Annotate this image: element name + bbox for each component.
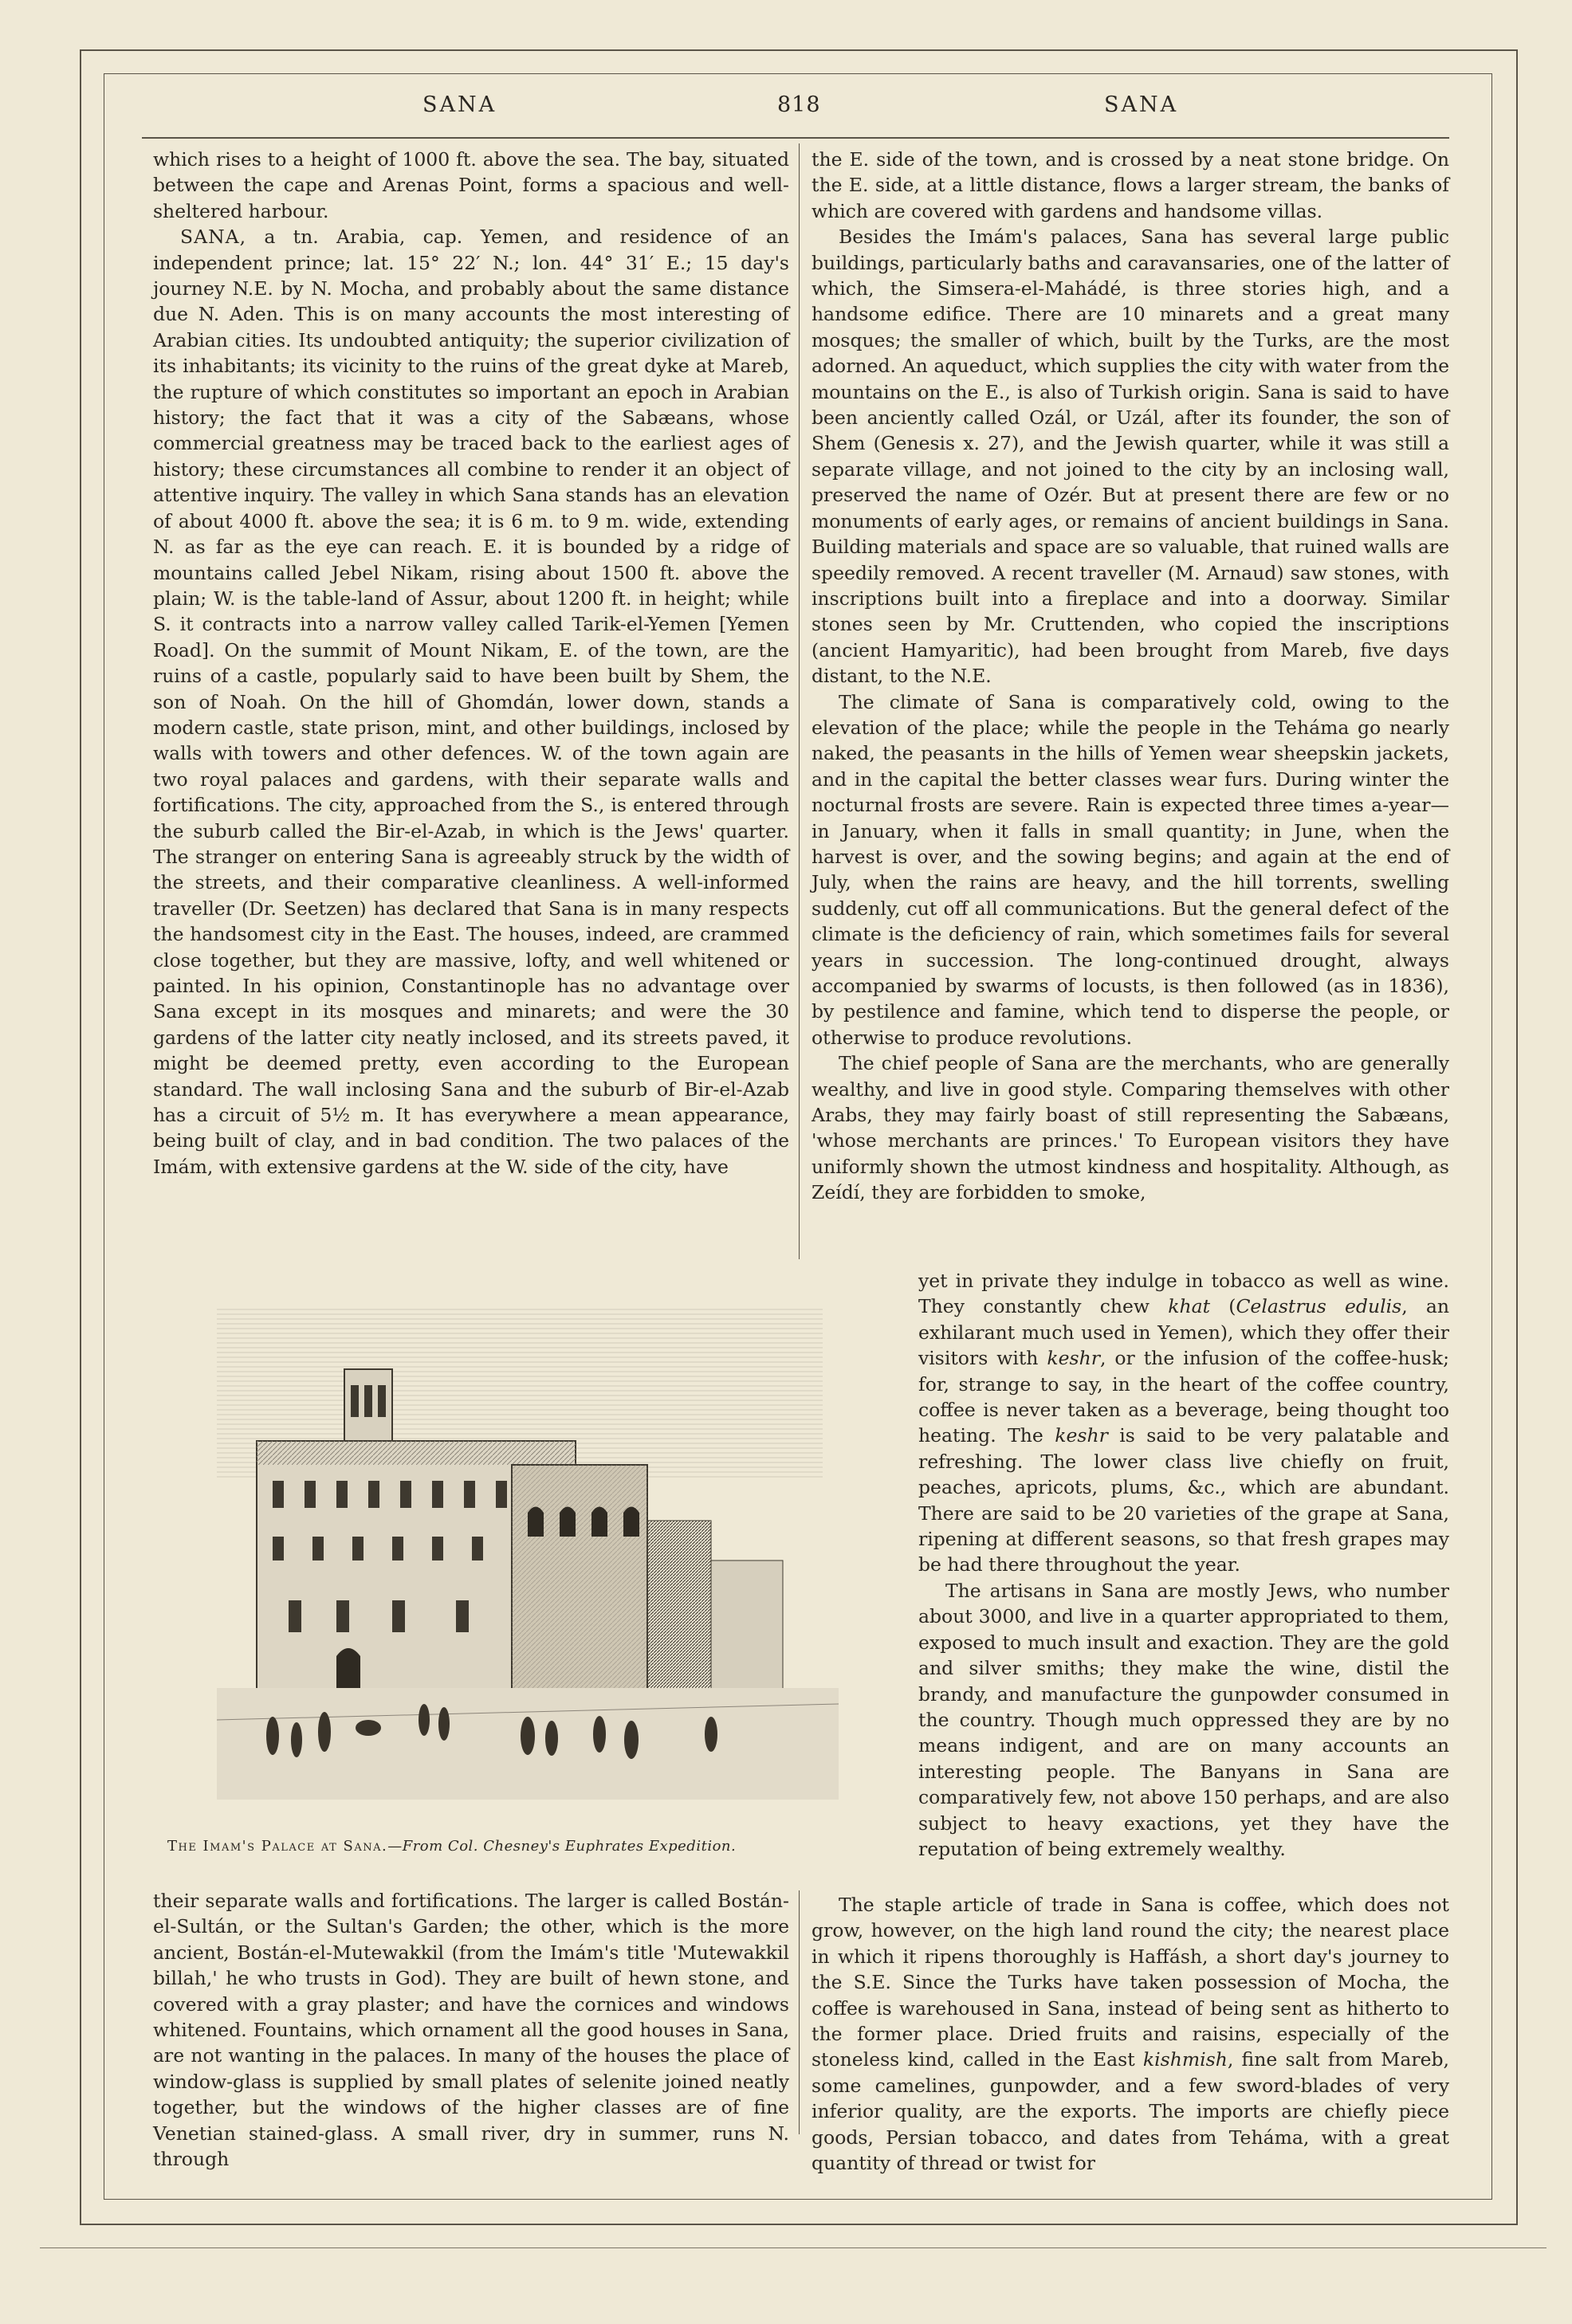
text-run: (	[1210, 1295, 1236, 1318]
text-run: , an exhilarant much used in Yemen), which they offer their visitors with	[918, 1295, 1449, 1370]
term-keshr: keshr	[1047, 1347, 1100, 1370]
caption-title: The Imam's Palace at Sana.	[167, 1838, 388, 1855]
shadowed-building	[647, 1521, 711, 1696]
running-head-left: SANA	[422, 92, 497, 117]
paragraph-khat	[918, 1268, 1449, 1578]
text-run: is said to be very palatable and refreshing. The lower class live chiefly on fruit, peaches, apricots, plums, &c., which are abundant. There are said to be 20 varieties of the grape at Sana, ripening at different seasons, so that fresh grapes may be had there throughout the year.	[918, 1424, 1449, 1576]
page-number: 818	[777, 92, 821, 117]
entry-headword: SANA,	[180, 226, 247, 249]
column-divider-bottom	[799, 1890, 800, 2134]
imam-palace-engraving	[153, 1274, 886, 1831]
tower-window	[364, 1385, 372, 1417]
text-run: , or the infusion of the coffee-husk; for, strange to say, in the heart of the coffee country, coffee is never taken as a beverage, being thought too heating. The	[918, 1347, 1449, 1447]
figure-caption	[167, 1838, 869, 1855]
text-run: yet in private they indulge in tobacco as well as wine. They constantly chew	[918, 1270, 1449, 1318]
paragraph-stream: the E. side of the town, and is crossed by a neat stone bridge. On the E. side, at a little distance, flows a larger stream, the banks of which are covered with gardens and handsome villas.	[812, 148, 1449, 222]
paragraph-sana-bay-end: which rises to a height of 1000 ft. above the sea. The bay, situated between the cape and Arenas Point, forms a spacious and well-sheltered harbour.	[153, 148, 789, 222]
caption-source: —From Col. Chesney's Euphrates Expedition.	[387, 1838, 737, 1855]
column-left-bottom	[153, 1888, 789, 2171]
column-right-narrow	[918, 1268, 1449, 1890]
tower-window	[378, 1385, 386, 1417]
tower-window	[351, 1385, 359, 1417]
term-celastrus: Celastrus edulis	[1236, 1295, 1402, 1318]
paragraph-palaces: their separate walls and fortifications. The larger is called Bostán-el-Sultán, or the Sultan's Garden; the other, which is the more ancient, Bostán-el-Mutewakkil (from the Imám's title 'Mutewakkil billah,' he who trusts in God). They are built of hewn stone, and covered with a gray plaster; and have the cornices and windows whitened. Fountains, which ornament all the good houses in Sana, are not wanting in the palaces. In many of the houses the place of window-glass is supplied by small plates of selenite joined neatly together, but the windows of the higher classes are of fine Venetian stained-glass. A small river, dry in summer, runs N. through	[153, 1890, 789, 2171]
header-rule	[142, 137, 1449, 139]
term-kishmish: kishmish	[1142, 2048, 1228, 2071]
wing-shading	[512, 1465, 647, 1696]
paragraph-trade	[812, 1892, 1449, 2176]
column-left-top	[153, 147, 789, 1258]
paragraph-climate: The climate of Sana is comparatively cold, owing to the elevation of the place; while the people in the Teháma go nearly naked, the peasants in the hills of Yemen wear sheepskin jackets, and in the capital the better classes wear furs. During winter the nocturnal frosts are severe. Rain is expected three times a-year—in January, when it falls in small quantity; in June, when the harvest is over, and the sowing begins; and again at the end of July, when the rains are heavy, and the hill torrents, swelling suddenly, cut off all communications. But the general defect of the climate is the deficiency of rain, which sometimes fails for several years in succession. The long-continued drought, always accompanied by swarms of locusts, is then followed (as in 1836), by pestilence and famine, which tend to disperse the people, or otherwise to produce revolutions.	[812, 690, 1449, 1049]
column-right-top	[812, 147, 1449, 1268]
paragraph-artisans: The artisans in Sana are mostly Jews, who number about 3000, and live in a quarter appropriated to them, exposed to much insult and exaction. They are the gold and silver smiths; they make the wine, distil the brandy, and manufacture the gunpowder consumed in the country. Though much oppressed they are by no means indigent, and are on many accounts an interesting people. The Banyans in Sana are comparatively few, not above 150 perhaps, and are also subject to heavy exactions, yet they have the reputation of being extremely wealthy.	[918, 1579, 1449, 1860]
distant-houses	[711, 1560, 783, 1696]
text-run: The staple article of trade in Sana is coffee, which does not grow, however, on the high land round the city; the nearest place in which it ripens thoroughly is Haffásh, a short day's journey to the S.E. Since the Turks have taken possession of Mocha, the coffee is warehoused in Sana, instead of being sent as hitherto to the former place. Dried fruits and raisins, especially of the stoneless kind, called in the East	[812, 1894, 1449, 2071]
paragraph-merchants: The chief people of Sana are the merchants, who are generally wealthy, and live in good style. Comparing themselves with other Arabs, they may fairly boast of still representing the Sabæans, 'whose merchants are princes.' To European visitors they have uniformly shown the utmost kindness and hospitality. Although, as Zeídí, they are forbidden to smoke,	[812, 1052, 1449, 1204]
paragraph-sana-entry	[153, 224, 789, 1180]
engraving-illustration	[153, 1274, 886, 1831]
column-divider-top	[799, 143, 800, 1259]
text-run: , fine salt from Mareb, some camelines, gunpowder, and a few sword-blades of very inferior quality, are the exports. The imports are chiefly piece goods, Persian tobacco, and dates from Teháma, with a great quantity of thread or twist for	[812, 2048, 1450, 2175]
term-khat: khat	[1168, 1295, 1211, 1318]
running-head-right: SANA	[1104, 92, 1179, 117]
term-keshr: keshr	[1055, 1424, 1108, 1447]
bottom-rule	[40, 2247, 1546, 2248]
entry-text: a tn. Arabia, cap. Yemen, and residence of an independent prince; lat. 15° 22′ N.; lon. 44° 31′ E.; 15 day's journey N.E. by N. Mocha, and probably about the same distance due N. Aden. This is on many accounts the most interesting of Arabian cities. Its undoubted antiquity; the superior civilization of its inhabitants; its vicinity to the ruins of the great dyke at Mareb, the rupture of which constitutes so important an epoch in Arabian history; the fact that it was a city of the Sabæans, whose commercial greatness may be traced back to the earliest ages of history; these circumstances all combine to render it an object of attentive inquiry. The valley in which Sana stands has an elevation of about 4000 ft. above the sea; it is 6 m. to 9 m. wide, extending N. as far as the eye can reach. E. it is bounded by a ridge of mountains called Jebel Nikam, rising about 1500 ft. above the plain; W. is the table-land of Assur, about 1200 ft. in height; while S. it contracts into a narrow valley called Tarik-el-Yemen [Yemen Road]. On the summit of Mount Nikam, E. of the town, are the ruins of a castle, popularly said to have been built by Shem, the son of Noah. On the hill of Ghomdán, lower down, stands a modern castle, state prison, mint, and other buildings, inclosed by walls with towers and other defences. W. of the town again are two royal palaces and gardens, with their separate walls and fortifications. The city, approached from the S., is entered through the suburb called the Bir-el-Azab, in which is the Jews' quarter. The stranger on entering Sana is agreeably struck by the width of the streets, and their comparative cleanliness. A well-informed traveller (Dr. Seetzen) has declared that Sana is in many respects the handsomest city in the East. The houses, indeed, are crammed close together, but they are massive, lofty, and well whitened or painted. In his opinion, Constantinople has no advantage over Sana except in its mosques and minarets; and were the 30 gardens of the latter city neatly inclosed, and its streets paved, it might be deemed pretty, even according to the European standard. The wall inclosing Sana and the suburb of Bir-el-Azab has a circuit of 5½ m. It has everywhere a mean appearance, being built of clay, and in bad condition. The two palaces of the Imám, with extensive gardens at the W. side of the city, have	[153, 226, 789, 1178]
cornice	[257, 1441, 576, 1465]
paragraph-buildings: Besides the Imám's palaces, Sana has several large public buildings, particularly baths and caravansaries, one of the latter of which, the Simsera-el-Mahádé, is three stories high, and a handsome edifice. There are 10 minarets and a great many mosques; the smaller of which, built by the Turks, are the most adorned. An aqueduct, which supplies the city with water from the mountains on the E., is also of Turkish origin. Sana is said to have been anciently called Ozál, or Uzál, after its founder, the son of Shem (Genesis x. 27), and the Jewish quarter, while it was still a separate village, and not joined to the city by an inclosing wall, preserved the name of Ozér. But at present there are few or no monuments of early ages, or remains of ancient buildings in Sana. Building materials and space are so valuable, that ruined walls are speedily removed. A recent traveller (M. Arnaud) saw stones, with inscriptions built into a fireplace and into a doorway. Similar stones seen by Mr. Cruttenden, who copied the inscriptions (ancient Hamyaritic), had been brought from Mareb, five days distant, to the N.E.	[812, 226, 1449, 688]
column-right-bottom	[812, 1892, 1450, 2175]
